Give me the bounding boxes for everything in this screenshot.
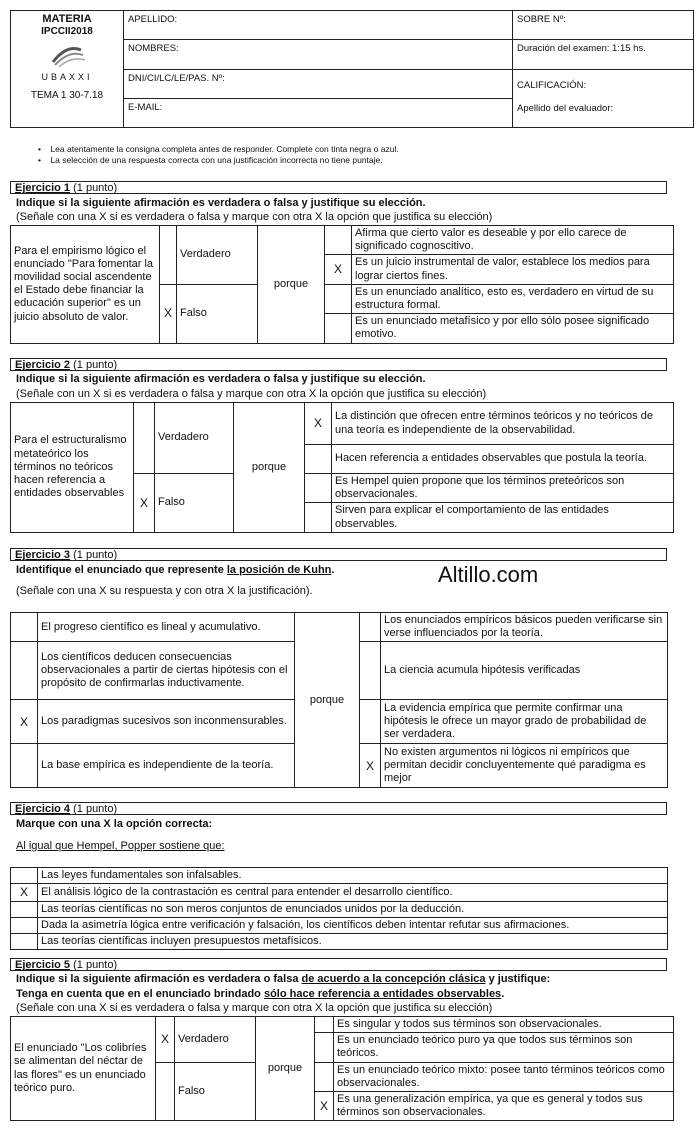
falso-label: Falso	[155, 474, 234, 533]
option-text: El análisis lógico de la contrastación es central para entender el desarrollo científico.	[38, 884, 668, 901]
option-mark[interactable]	[11, 901, 38, 917]
exercise-5-sub: (Señale con una X si es verdadera o falsa y marque con otra X la opción que justifica su elección)	[16, 1002, 493, 1014]
exercise-1-sub: (Señale con una X si es verdadera o falsa y marque con otra X la opción que justifica su elección)	[16, 211, 493, 223]
falso-mark[interactable]: X	[134, 474, 155, 533]
left-option-text: Los paradigmas sucesivos son inconmensurables.	[38, 700, 295, 744]
option-text: Hacen referencia a entidades observables que postula la teoría.	[332, 445, 674, 474]
right-option-text: La evidencia empírica que permite confirmar una hipótesis le ofrece un mayor grado de probabilidad de ser verdadera.	[381, 700, 668, 744]
option-text: Es un enunciado teórico mixto: posee tanto términos teóricos como observacionales.	[334, 1062, 674, 1091]
sobre-field[interactable]: SOBRE Nº:	[513, 11, 694, 40]
right-option-text: No existen argumentos ni lógicos ni empíricos que permitan decidir concluyentemente qué paradigma es mejor	[381, 744, 668, 788]
option-mark[interactable]	[315, 1062, 334, 1091]
falso-mark[interactable]: X	[160, 284, 177, 343]
statement-cell: Para el empirismo lógico el enunciado "Para fomentar la movilidad social ascendente el Estado debe financiar la educación superior" es un juicio absoluto de valor.	[11, 226, 160, 344]
option-mark[interactable]	[315, 1033, 334, 1062]
porque-label: porque	[258, 226, 325, 344]
exercise-5-instruction-2: Tenga en cuenta que en el enunciado brindado sólo hace referencia a entidades observables.	[16, 988, 505, 1000]
materia-label: MATERIA	[42, 13, 92, 25]
left-option-mark[interactable]: X	[11, 700, 38, 744]
option-text: Las teorías científicas incluyen presupuestos metafísicos.	[38, 933, 668, 949]
left-option-mark[interactable]	[11, 642, 38, 700]
materia-code: IPCCII2018	[41, 26, 93, 38]
exercise-1-title: Ejercicio 1 (1 punto)	[10, 181, 667, 194]
option-text: Es una generalización empírica, ya que es general y todos sus términos son observacionales.	[334, 1091, 674, 1120]
option-mark[interactable]	[11, 933, 38, 949]
left-option-mark[interactable]	[11, 613, 38, 642]
option-mark[interactable]	[11, 868, 38, 884]
falso-label: Falso	[175, 1062, 256, 1121]
exercise-2-instruction: Indique si la siguiente afirmación es verdadera o falsa y justifique su elección.	[16, 373, 426, 385]
exercise-3-instruction: Identifique el enunciado que represente la posición de Kuhn.	[16, 564, 335, 576]
apellido-field[interactable]: APELLIDO:	[124, 11, 513, 40]
option-mark[interactable]	[11, 917, 38, 933]
exercise-4-instruction: Marque con una X la opción correcta:	[16, 818, 213, 830]
verdadero-label: Verdadero	[155, 403, 234, 474]
verdadero-label: Verdadero	[175, 1017, 256, 1063]
exercise-1-instruction: Indique si la siguiente afirmación es verdadera o falsa y justifique su elección.	[16, 197, 426, 209]
instructions-list	[38, 144, 399, 166]
statement-cell: El enunciado "Los colibríes se alimentan del néctar de las flores" es un enunciado teórico puro.	[11, 1017, 156, 1121]
option-mark[interactable]	[325, 284, 352, 313]
option-mark[interactable]: X	[315, 1091, 334, 1120]
option-text: Dada la asimetría lógica entre verificación y falsación, los científicos deben intentar refutar sus afirmaciones.	[38, 917, 668, 933]
right-option-text: La ciencia acumula hipótesis verificadas	[381, 642, 668, 700]
statement-cell: Para el estructuralismo metateórico los términos no teóricos hacen referencia a entidades observables	[11, 403, 134, 533]
email-field[interactable]: E-MAIL:	[124, 98, 513, 127]
nombres-field[interactable]: NOMBRES:	[124, 40, 513, 69]
right-option-mark[interactable]	[360, 700, 381, 744]
option-text: Es un enunciado teórico puro ya que todos sus términos son teóricos.	[334, 1033, 674, 1062]
exercise-1-table	[10, 225, 674, 344]
subject-box	[11, 11, 124, 128]
calificacion-box	[513, 69, 694, 128]
instruction-item: • La selección de una respuesta correcta con una justificación incorrecta no tiene puntaje.	[38, 155, 383, 165]
left-option-text: La base empírica es independiente de la teoría.	[38, 744, 295, 788]
verdadero-mark[interactable]	[160, 226, 177, 285]
left-option-text: El progreso científico es lineal y acumulativo.	[38, 613, 295, 642]
option-text: Es Hempel quien propone que los términos preteóricos son observacionales.	[332, 474, 674, 503]
exercise-2-sub: (Señale con un X si es verdadera o falsa y marque con otra X la opción que justifica su elección)	[16, 388, 487, 400]
exercise-4-lead: Al igual que Hempel, Popper sostiene que:	[16, 840, 225, 852]
option-text: Afirma que cierto valor es deseable y por ello carece de significado cognoscitivo.	[352, 226, 674, 255]
option-mark[interactable]: X	[11, 884, 38, 901]
left-option-mark[interactable]	[11, 744, 38, 788]
right-option-text: Los enunciados empíricos básicos pueden verificarse sin verse influenciados por la teoría.	[381, 613, 668, 642]
watermark: Altillo.com	[438, 562, 539, 587]
porque-label: porque	[295, 613, 360, 788]
option-mark[interactable]: X	[325, 255, 352, 284]
porque-label: porque	[256, 1017, 315, 1121]
exam-header	[10, 10, 694, 128]
option-mark[interactable]	[305, 503, 332, 532]
verdadero-mark[interactable]: X	[156, 1017, 175, 1063]
tema-label: TEMA 1 30-7.18	[30, 90, 104, 102]
exercise-2-title: Ejercicio 2 (1 punto)	[10, 358, 667, 371]
ubaxxi-logo-icon	[47, 42, 87, 68]
calificacion-field[interactable]: CALIFICACIÓN:	[517, 79, 587, 91]
dni-field[interactable]: DNI/CI/LC/LE/PAS. Nº:	[124, 69, 513, 98]
exercise-5-table	[10, 1016, 674, 1121]
falso-mark[interactable]	[156, 1062, 175, 1121]
exercise-2-table	[10, 402, 674, 533]
left-option-text: Los científicos deducen consecuencias observacionales a partir de ciertas hipótesis con el propósito de confirmarlas inductivamente.	[38, 642, 295, 700]
option-text: Sirven para explicar el comportamiento de las entidades observables.	[332, 503, 674, 532]
logo-text: UBAXXI	[41, 71, 93, 82]
option-text: Es un enunciado metafísico y por ello sólo posee significado emotivo.	[352, 314, 674, 343]
option-text: Las teorías científicas no son meros conjuntos de enunciados unidos por la deducción.	[38, 901, 668, 917]
option-text: Es un enunciado analítico, esto es, verdadero en virtud de su estructura formal.	[352, 284, 674, 313]
evaluador-field[interactable]: Apellido del evaluador:	[517, 102, 614, 114]
exercise-5-instruction: Indique si la siguiente afirmación es verdadera o falsa de acuerdo a la concepción clásica y justifique:	[16, 973, 551, 985]
option-mark[interactable]: X	[305, 403, 332, 445]
porque-label: porque	[234, 403, 305, 533]
option-text: La distinción que ofrecen entre términos teóricos y no teóricos de una teoría es independiente de la observabilidad.	[332, 403, 674, 445]
right-option-mark[interactable]	[360, 642, 381, 700]
option-text: Es singular y todos sus términos son observacionales.	[334, 1017, 674, 1033]
exercise-3-title: Ejercicio 3 (1 punto)	[10, 548, 667, 561]
option-mark[interactable]	[315, 1017, 334, 1033]
exercise-5-title: Ejercicio 5 (1 punto)	[10, 958, 667, 971]
option-text: Es un juicio instrumental de valor, establece los medios para lograr ciertos fines.	[352, 255, 674, 284]
instruction-item: • Lea atentamente la consigna completa antes de responder. Complete con tinta negra o azul.	[38, 144, 399, 154]
option-mark[interactable]	[325, 226, 352, 255]
option-mark[interactable]	[325, 314, 352, 343]
option-mark[interactable]	[305, 474, 332, 503]
exercise-4-title: Ejercicio 4 (1 punto)	[10, 802, 667, 815]
exercise-3-sub: (Señale con una X su respuesta y con otra X la justificación).	[16, 585, 313, 597]
exercise-4-table	[10, 867, 668, 950]
duracion-label: Duración del examen: 1:15 hs.	[513, 40, 694, 69]
falso-label: Falso	[177, 284, 258, 343]
exercise-3-table	[10, 612, 668, 788]
right-option-mark[interactable]: X	[360, 744, 381, 788]
option-text: Las leyes fundamentales son infalsables.	[38, 868, 668, 884]
verdadero-label: Verdadero	[177, 226, 258, 285]
option-mark[interactable]	[305, 445, 332, 474]
right-option-mark[interactable]	[360, 613, 381, 642]
verdadero-mark[interactable]	[134, 403, 155, 474]
